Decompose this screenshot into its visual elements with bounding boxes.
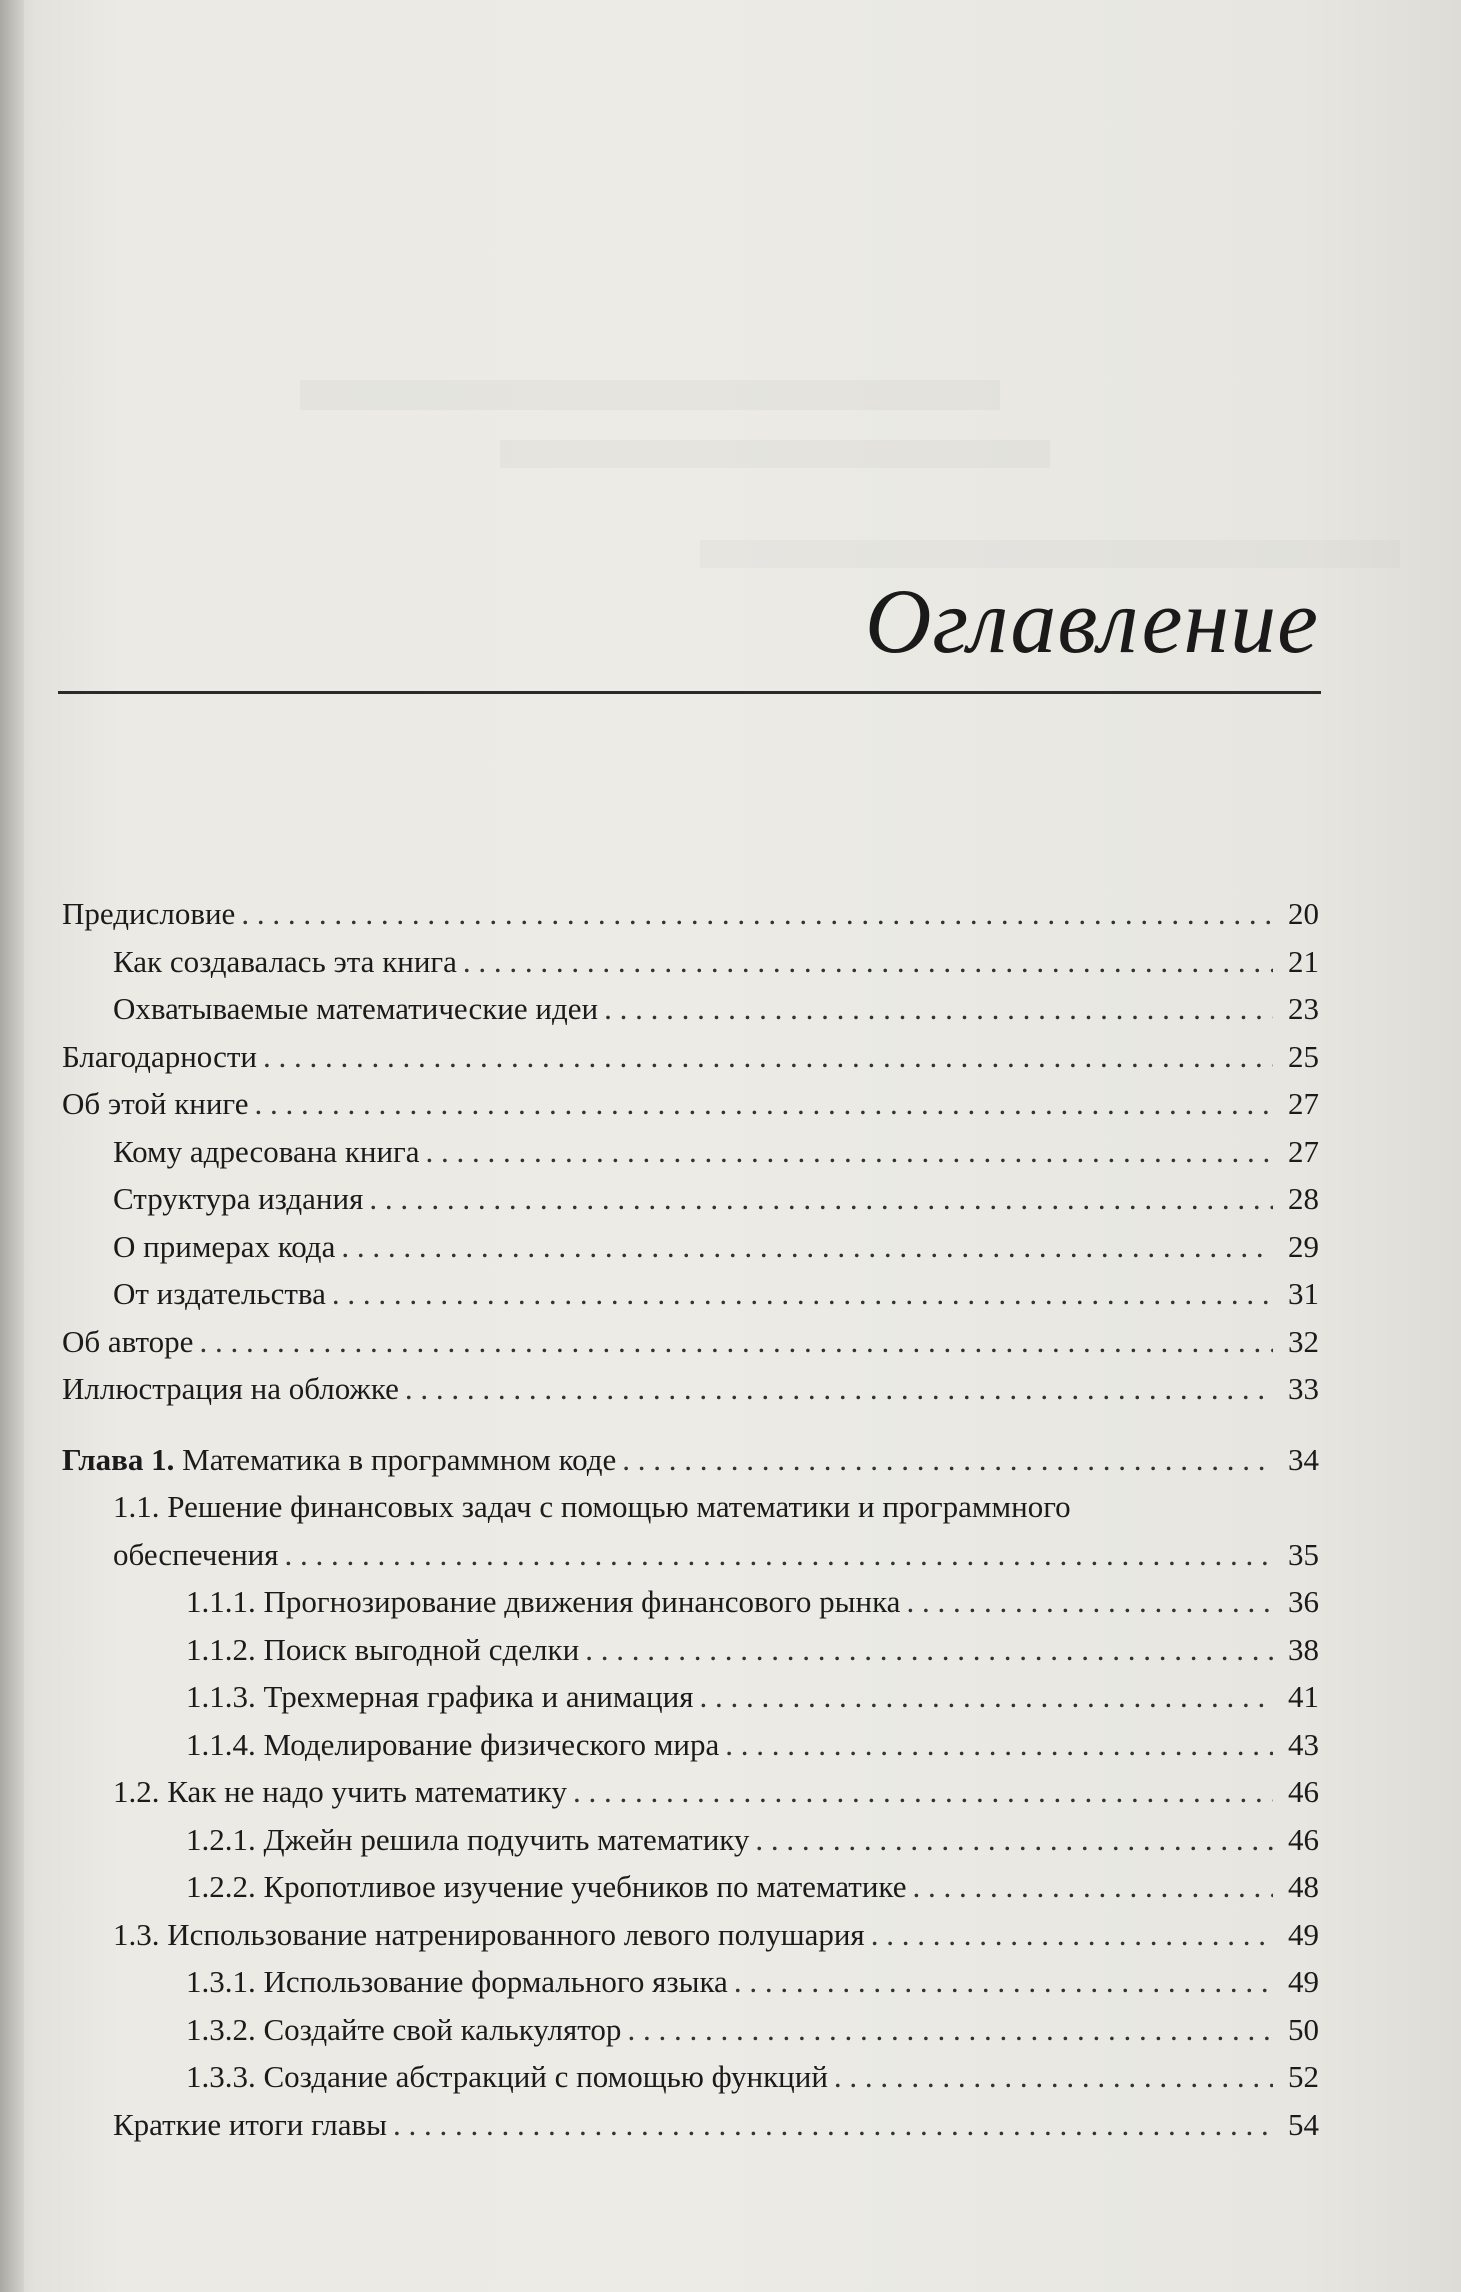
toc-entry	[62, 1768, 1319, 1816]
toc-entry-title: 1.1.3. Трехмерная графика и анимация	[186, 1679, 694, 1714]
toc-entry-page: 29	[1288, 1228, 1319, 1264]
toc-entry	[62, 1318, 1319, 1366]
toc-entry-page: 33	[1288, 1371, 1319, 1406]
toc-entry	[62, 1816, 1319, 1864]
toc-entry-page: 50	[1288, 2011, 1319, 2047]
toc-entry-title: Как создавалась эта книга	[113, 943, 457, 979]
toc-entry-title: 1.1.1. Прогнозирование движения финансового рынка	[186, 1584, 901, 1619]
page-title: Оглавление	[864, 570, 1319, 672]
toc-entry-title: 1.1.2. Поиск выгодной сделки	[186, 1631, 580, 1667]
dot-leader	[585, 1626, 1273, 1674]
dot-leader	[199, 1318, 1273, 1366]
toc-entry-page: 43	[1288, 1726, 1319, 1762]
toc-entry-page: 21	[1288, 943, 1319, 979]
toc-entry-page: 20	[1288, 896, 1319, 931]
toc-entry-title: 1.3. Использование натренированного левого полушария	[113, 1916, 865, 1952]
toc-chapter-entry	[62, 1436, 1319, 1484]
bleed-through-decoration	[300, 380, 1000, 410]
toc-entry-title	[62, 1436, 616, 1484]
dot-leader	[241, 890, 1273, 938]
toc-entry-page: 49	[1288, 1916, 1319, 1952]
toc-entry-page: 35	[1288, 1536, 1319, 1572]
toc-entry-multiline	[62, 1483, 1319, 1578]
toc-entry-title: Об этой книге	[62, 1086, 249, 1121]
toc-entry	[62, 2053, 1319, 2101]
toc-entry-page: 32	[1288, 1323, 1319, 1359]
bleed-through-decoration	[500, 440, 1050, 468]
toc-entry-page: 46	[1288, 1774, 1319, 1809]
toc-entry	[62, 2101, 1319, 2149]
toc-entry-title: Структура издания	[113, 1181, 364, 1216]
dot-leader	[622, 1436, 1273, 1484]
toc-entry-title: 1.2.2. Кропотливое изучение учебников по математике	[186, 1869, 907, 1904]
table-of-contents	[62, 890, 1319, 2148]
toc-entry-title: 1.1.4. Моделирование физического мира	[186, 1726, 720, 1762]
toc-entry-title: 1.3.3. Создание абстракций с помощью функций	[186, 2059, 828, 2094]
toc-entry	[62, 1626, 1319, 1674]
dot-leader	[755, 1816, 1273, 1864]
toc-entry-page: 48	[1288, 1869, 1319, 1904]
dot-leader	[725, 1721, 1273, 1769]
toc-entry	[62, 1033, 1319, 1081]
toc-entry	[62, 1080, 1319, 1128]
toc-entry-title: Об авторе	[62, 1323, 194, 1359]
toc-entry	[62, 1911, 1319, 1959]
dot-leader	[255, 1080, 1274, 1128]
dot-leader	[263, 1033, 1273, 1081]
dot-leader	[627, 2006, 1273, 2054]
toc-entry-title: Охватываемые математические идеи	[113, 991, 599, 1026]
toc-entry-title-line2: обеспечения	[113, 1536, 279, 1572]
title-rule	[58, 691, 1321, 694]
toc-entry-page: 36	[1288, 1584, 1319, 1619]
toc-entry	[113, 1531, 1319, 1579]
dot-leader	[871, 1911, 1273, 1959]
chapter-title: Математика в программном коде	[182, 1441, 617, 1477]
toc-entry-title: Иллюстрация на обложке	[62, 1371, 399, 1406]
toc-entry-page: 49	[1288, 1964, 1319, 1999]
toc-entry	[62, 1578, 1319, 1626]
dot-leader	[369, 1175, 1273, 1223]
toc-entry	[62, 1721, 1319, 1769]
toc-entry-title: Кому адресована книга	[113, 1133, 420, 1169]
toc-entry-page: 28	[1288, 1181, 1319, 1216]
toc-entry	[62, 890, 1319, 938]
toc-entry	[62, 1270, 1319, 1318]
toc-entry	[62, 1175, 1319, 1223]
toc-entry	[62, 938, 1319, 986]
dot-leader	[341, 1223, 1273, 1271]
toc-entry-page: 23	[1288, 991, 1319, 1026]
toc-entry-page: 34	[1288, 1441, 1319, 1477]
toc-entry-page: 41	[1288, 1679, 1319, 1714]
dot-leader	[906, 1578, 1273, 1626]
dot-leader	[834, 2053, 1273, 2101]
toc-entry	[62, 2006, 1319, 2054]
toc-entry	[62, 1673, 1319, 1721]
toc-entry-page: 52	[1288, 2059, 1319, 2094]
dot-leader	[393, 2101, 1273, 2149]
toc-entry-title: 1.2.1. Джейн решила подучить математику	[186, 1821, 750, 1857]
toc-entry-title: 1.3.1. Использование формального языка	[186, 1964, 728, 1999]
toc-entry-title: 1.2. Как не надо учить математику	[113, 1774, 567, 1809]
dot-leader	[699, 1673, 1273, 1721]
chapter-label: Глава 1.	[62, 1441, 175, 1477]
toc-entry-page: 27	[1288, 1086, 1319, 1121]
toc-entry-page: 38	[1288, 1631, 1319, 1667]
toc-entry-title: 1.3.2. Создайте свой калькулятор	[186, 2011, 622, 2047]
toc-entry	[62, 1365, 1319, 1413]
toc-entry-title: Краткие итоги главы	[113, 2106, 387, 2142]
toc-entry-page: 31	[1288, 1276, 1319, 1311]
toc-entry-page: 54	[1288, 2106, 1319, 2142]
toc-entry-page: 27	[1288, 1133, 1319, 1169]
dot-leader	[426, 1128, 1273, 1176]
toc-entry	[62, 1128, 1319, 1176]
dot-leader	[734, 1958, 1273, 2006]
toc-entry	[62, 1958, 1319, 2006]
toc-entry	[62, 1863, 1319, 1911]
dot-leader	[405, 1365, 1273, 1413]
dot-leader	[332, 1270, 1273, 1318]
toc-entry	[62, 1223, 1319, 1271]
dot-leader	[463, 938, 1273, 986]
toc-entry-title-line1: 1.1. Решение финансовых задач с помощью математики и программного	[113, 1489, 1071, 1524]
bleed-through-decoration	[700, 540, 1400, 568]
dot-leader	[285, 1531, 1273, 1579]
toc-entry	[62, 985, 1319, 1033]
dot-leader	[573, 1768, 1273, 1816]
toc-entry-page: 25	[1288, 1038, 1319, 1074]
dot-leader	[604, 985, 1273, 1033]
toc-entry-title: Благодарности	[62, 1038, 257, 1074]
toc-entry-page: 46	[1288, 1821, 1319, 1857]
toc-entry-title: Предисловие	[62, 896, 236, 931]
toc-entry-title: От издательства	[113, 1276, 326, 1311]
toc-entry-title: О примерах кода	[113, 1228, 336, 1264]
dot-leader	[912, 1863, 1273, 1911]
